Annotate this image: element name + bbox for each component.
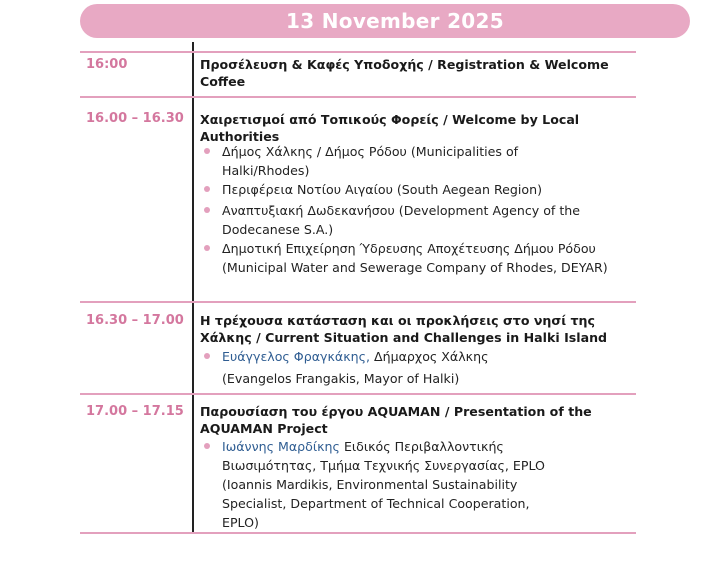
bullet-icon (204, 245, 210, 251)
list-item (222, 347, 642, 366)
speaker-name: Ευάγγελος Φραγκάκης, (222, 349, 370, 364)
row-divider (80, 301, 636, 303)
speaker-role: Δήμαρχος Χάλκης (374, 349, 489, 364)
row-time: 17.00 – 17.15 (86, 404, 184, 419)
row-divider (80, 96, 636, 98)
list-item: Περιφέρεια Νοτίου Αιγαίου (South Aegean Region) (222, 182, 542, 197)
bullet-icon (204, 207, 210, 213)
list-item: Δημοτική Επιχείρηση Ύδρευσης Αποχέτευσης Δήμου Ρόδου (Municipal Water and Sewerage Company of Rhodes, DEYAR) (222, 241, 608, 275)
speaker-name: Ιωάννης Μαρδίκης (222, 439, 340, 454)
bullet-icon (204, 148, 210, 154)
row-divider (80, 393, 636, 395)
row-title: Η τρέχουσα κατάσταση και οι προκλήσεις στο νησί της Χάλκης / Current Situation and Challenges in Halki Island (200, 313, 608, 345)
bullet-icon (204, 353, 210, 359)
column-divider (192, 42, 194, 534)
row-divider (80, 51, 636, 53)
speaker-role: Ειδικός Περιβαλλοντικής Βιωσιμότητας, Τμήμα Τεχνικής Συνεργασίας, EPLO (Ioannis Mardikis, Environmental Sustainability Specialist, Department of Technical Cooperation, EPLO) (222, 439, 545, 530)
row-title: Χαιρετισμοί από Τοπικούς Φορείς / Welcome by Local Authorities (200, 112, 580, 144)
list-item: Δήμος Χάλκης / Δήμος Ρόδου (Municipalities of Halki/Rhodes) (222, 144, 519, 178)
bullet-icon (204, 186, 210, 192)
row-time: 16.30 – 17.00 (86, 313, 184, 328)
list-item: Αναπτυξιακή Δωδεκανήσου (Development Agency of the Dodecanese S.A.) (222, 203, 581, 237)
row-title: Παρουσίαση του έργου AQUAMAN / Presentation of the AQUAMAN Project (200, 404, 592, 436)
row-time: 16:00 (86, 57, 128, 72)
row-title: Προσέλευση & Καφές Υποδοχής / Registration & Welcome Coffee (200, 57, 609, 89)
bullet-icon (204, 443, 210, 449)
speaker-translation: (Evangelos Frangakis, Mayor of Halki) (222, 371, 460, 386)
list-item (222, 437, 567, 532)
row-divider (80, 532, 636, 534)
date-header: 13 November 2025 (80, 4, 690, 38)
row-time: 16.00 – 16.30 (86, 111, 184, 126)
